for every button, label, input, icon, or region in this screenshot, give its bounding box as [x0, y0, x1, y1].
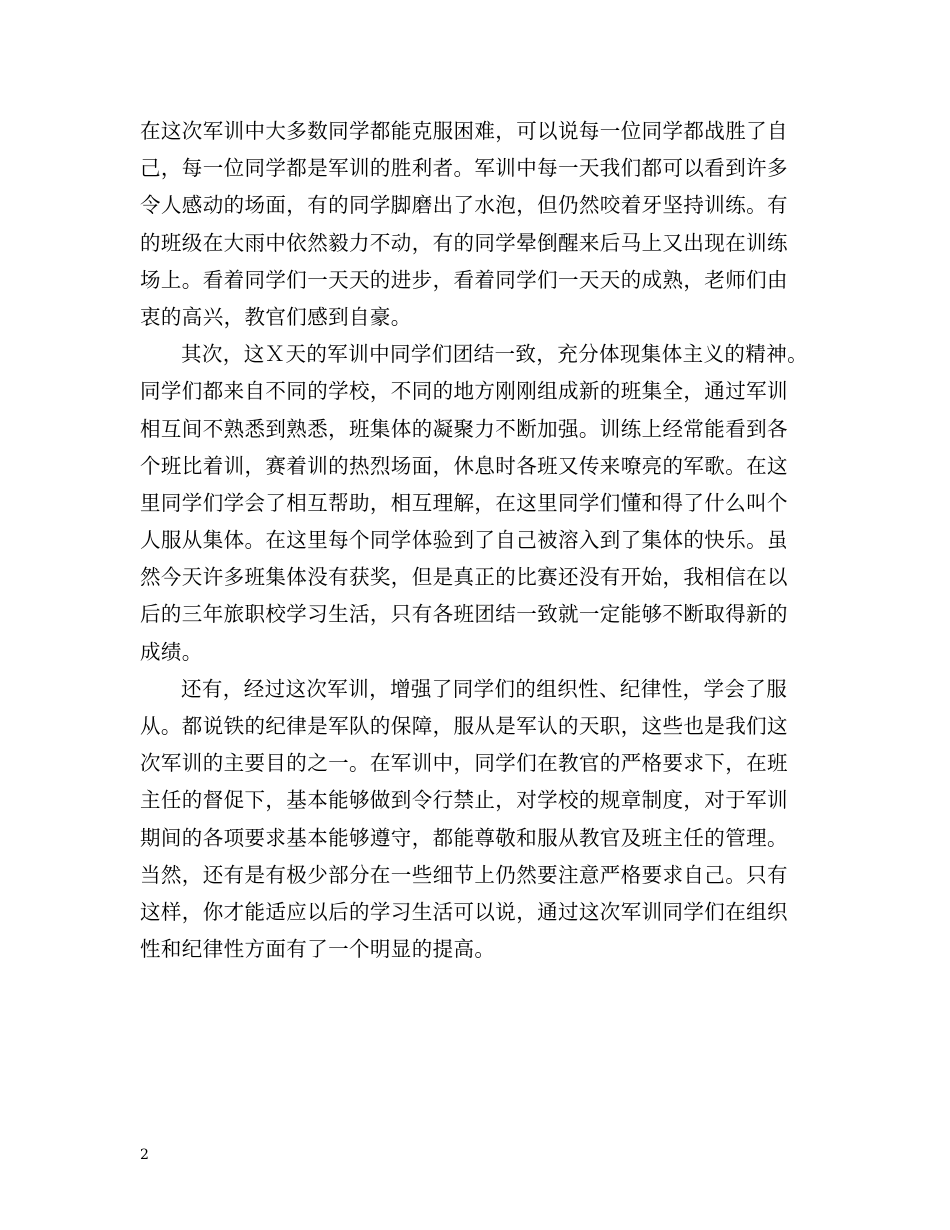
text-line: 成绩。 [140, 639, 203, 664]
text-line: 的班级在大雨中依然毅力不动，有的同学晕倒醒来后马上又出现在训练 [140, 230, 788, 255]
text-line: 己，每一位同学都是军训的胜利者。军训中每一天我们都可以看到许多 [140, 156, 788, 181]
text-line: 场上。看着同学们一天天的进步，看着同学们一天天的成熟，老师们由 [140, 267, 788, 292]
text-line: 令人感动的场面，有的同学脚磨出了水泡，但仍然咬着牙坚持训练。有 [140, 193, 788, 218]
text-line: 然今天许多班集体没有获奖，但是真正的比赛还没有开始，我相信在以 [140, 565, 788, 590]
text-line: 这样，你才能适应以后的学习生活可以说，通过这次军训同学们在组织 [140, 899, 788, 924]
text-line: 次军训的主要目的之一。在军训中，同学们在教官的严格要求下，在班 [140, 751, 788, 776]
body-text [140, 113, 840, 968]
text-line: 在这次军训中大多数同学都能克服困难，可以说每一位同学都战胜了自 [140, 119, 788, 143]
paragraph-start-line: 其次，这Ｘ天的军训中同学们团结一致，充分体现集体主义的精神。 [181, 342, 808, 367]
text-line: 相互间不熟悉到熟悉，班集体的凝聚力不断加强。训练上经常能看到各 [140, 416, 788, 441]
text-line: 个班比着训，赛着训的热烈场面，休息时各班又传来嘹亮的军歌。在这 [140, 453, 788, 478]
text-line: 同学们都来自不同的学校，不同的地方刚刚组成新的班集全，通过军训 [140, 379, 788, 404]
text-line: 衷的高兴，教官们感到自豪。 [140, 304, 412, 329]
page-number: 2 [140, 1147, 149, 1163]
text-line: 期间的各项要求基本能够遵守，都能尊敬和服从教官及班主任的管理。 [140, 825, 788, 850]
text-line: 从。都说铁的纪律是军队的保障，服从是军认的天职，这些也是我们这 [140, 714, 788, 738]
text-line: 人服从集体。在这里每个同学体验到了自己被溶入到了集体的快乐。虽 [140, 528, 788, 553]
paragraph-start-line: 还有，经过这次军训，增强了同学们的组织性、纪律性，学会了服 [181, 676, 788, 701]
text-line: 性和纪律性方面有了一个明显的提高。 [140, 937, 496, 962]
text-line: 当然，还有是有极少部分在一些细节上仍然要注意严格要求自己。只有 [140, 862, 788, 887]
text-line: 后的三年旅职校学习生活，只有各班团结一致就一定能够不断取得新的 [140, 602, 788, 627]
text-line: 里同学们学会了相互帮助，相互理解，在这里同学们懂和得了什么叫个 [140, 490, 788, 515]
text-line: 主任的督促下，基本能够做到令行禁止，对学校的规章制度，对于军训 [140, 788, 788, 813]
